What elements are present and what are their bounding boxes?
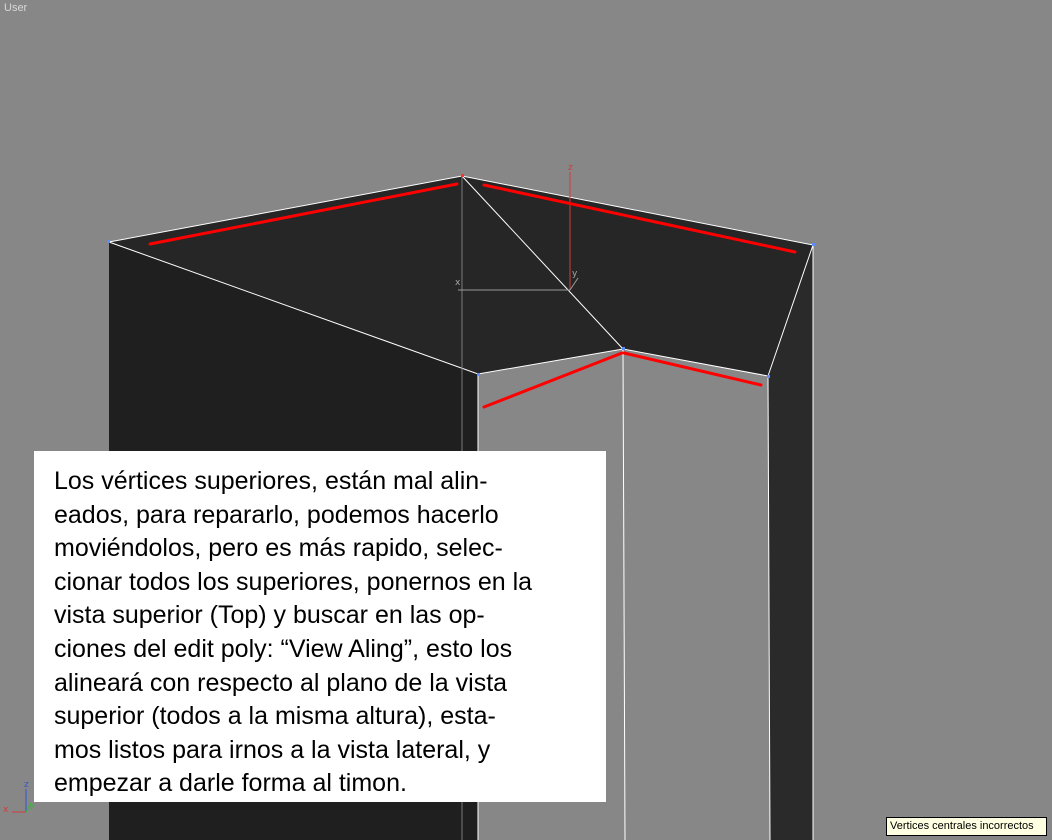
tripod-x-label: x xyxy=(3,805,9,815)
annotation-note-box xyxy=(34,451,606,802)
tripod-y-label: y xyxy=(29,801,35,811)
vertex[interactable] xyxy=(477,373,480,376)
vertex[interactable] xyxy=(622,347,625,350)
gizmo-z-label: z xyxy=(568,163,573,173)
gizmo-x-label: x xyxy=(455,278,461,288)
gizmo-y-label: y xyxy=(572,269,578,279)
tripod-z-label: z xyxy=(24,780,29,790)
annotation-note-text: Los vértices superiores, están mal alin- eados, para repararlo, podemos hacerlo moviéndolos, pero es más rapido, selec- cionar todos los superiores, ponernos en la vista superior (Top) y buscar en las op- ciones del edit poly: “View Aling”, esto los alineará con respecto al plano de la vista superior (todos a la misma altura), esta- mos listos para irnos a la vista lateral, y empezar a darle forma al timon. xyxy=(54,467,533,798)
vertex[interactable] xyxy=(461,174,464,177)
vertex[interactable] xyxy=(107,240,110,243)
viewport-label[interactable]: User xyxy=(4,2,28,14)
vertex[interactable] xyxy=(812,243,815,246)
vertex[interactable] xyxy=(767,375,770,378)
axis-tripod xyxy=(3,780,35,815)
middle-vertical-edge xyxy=(623,349,625,840)
status-tooltip: Vertices centrales incorrectos xyxy=(886,817,1047,836)
